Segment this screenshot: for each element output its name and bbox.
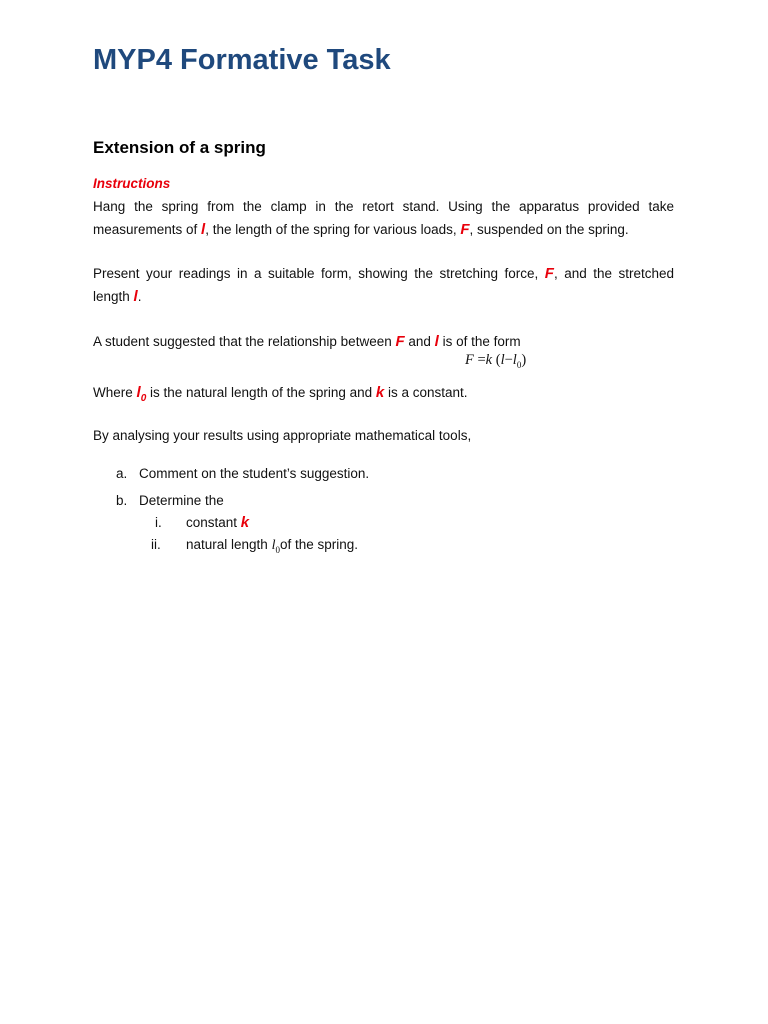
instruction-paragraph-2 bbox=[93, 262, 674, 308]
paragraph-text: A student suggested that the relationship between bbox=[93, 334, 396, 349]
variable-l0 bbox=[272, 538, 280, 553]
paragraph-text: Where bbox=[93, 385, 137, 400]
variable-l: l bbox=[434, 333, 439, 350]
equation-l0: l bbox=[512, 352, 517, 368]
variable-F: F bbox=[460, 221, 470, 238]
list-item-label: of the spring. bbox=[279, 537, 358, 552]
paragraph-text: is a constant. bbox=[384, 385, 468, 400]
instruction-paragraph-3 bbox=[93, 330, 674, 353]
paragraph-text: . bbox=[137, 289, 142, 304]
variable-l: l bbox=[133, 288, 138, 305]
paragraph-text: , suspended on the spring. bbox=[469, 222, 629, 237]
list-item-text: Determine the bbox=[139, 493, 224, 508]
list-item-text bbox=[186, 513, 249, 533]
document-title: MYP4 Formative Task bbox=[93, 44, 391, 76]
section-heading: Extension of a spring bbox=[93, 138, 266, 157]
instruction-paragraph-1 bbox=[93, 195, 674, 241]
equation-k: k bbox=[485, 352, 493, 368]
variable-l0 bbox=[136, 384, 147, 404]
paragraph-text: and bbox=[404, 334, 435, 349]
list-item-text bbox=[186, 535, 358, 560]
instruction-paragraph-4 bbox=[93, 381, 674, 410]
variable-k: k bbox=[375, 384, 385, 401]
list-marker: a. bbox=[116, 466, 128, 481]
paragraph-text: , and the stretched length bbox=[93, 266, 674, 304]
paragraph-text: Present your readings in a suitable form, showing the stretching force, bbox=[93, 266, 545, 281]
variable-l: l bbox=[201, 221, 206, 238]
paragraph-text: Hang the spring from the clamp in the retort stand. Using the apparatus provided take measurements of bbox=[93, 199, 674, 237]
paragraph-text: , the length of the spring for various loads, bbox=[205, 222, 461, 237]
list-marker: i. bbox=[155, 515, 162, 530]
equation-equals: = bbox=[473, 352, 486, 368]
variable-l0-subscript: 0 bbox=[275, 544, 280, 555]
instruction-paragraph-5: By analysing your results using appropriate mathematical tools, bbox=[93, 428, 472, 443]
variable-F: F bbox=[395, 333, 405, 350]
variable-l0-letter: l bbox=[271, 538, 276, 553]
variable-k: k bbox=[240, 514, 250, 531]
list-marker: b. bbox=[116, 493, 128, 508]
equation-l: l bbox=[500, 352, 505, 368]
spring-equation bbox=[465, 352, 526, 370]
paragraph-text: is of the form bbox=[438, 334, 521, 349]
variable-F: F bbox=[544, 265, 554, 282]
list-item-label: constant bbox=[186, 515, 241, 530]
equation-open-paren: ( bbox=[492, 352, 501, 368]
equation-minus: − bbox=[504, 352, 513, 368]
paragraph-text: is the natural length of the spring and bbox=[146, 385, 376, 400]
variable-l0-subscript: 0 bbox=[140, 393, 147, 404]
list-marker: ii. bbox=[151, 537, 161, 552]
equation-close-paren: ) bbox=[521, 352, 527, 368]
equation-lhs: F bbox=[465, 352, 474, 368]
list-item-label: natural length bbox=[186, 537, 272, 552]
instructions-heading: Instructions bbox=[93, 176, 171, 191]
variable-l0-letter: l bbox=[136, 384, 141, 401]
list-item-text: Comment on the student’s suggestion. bbox=[139, 466, 370, 481]
equation-subscript: 0 bbox=[516, 359, 522, 370]
